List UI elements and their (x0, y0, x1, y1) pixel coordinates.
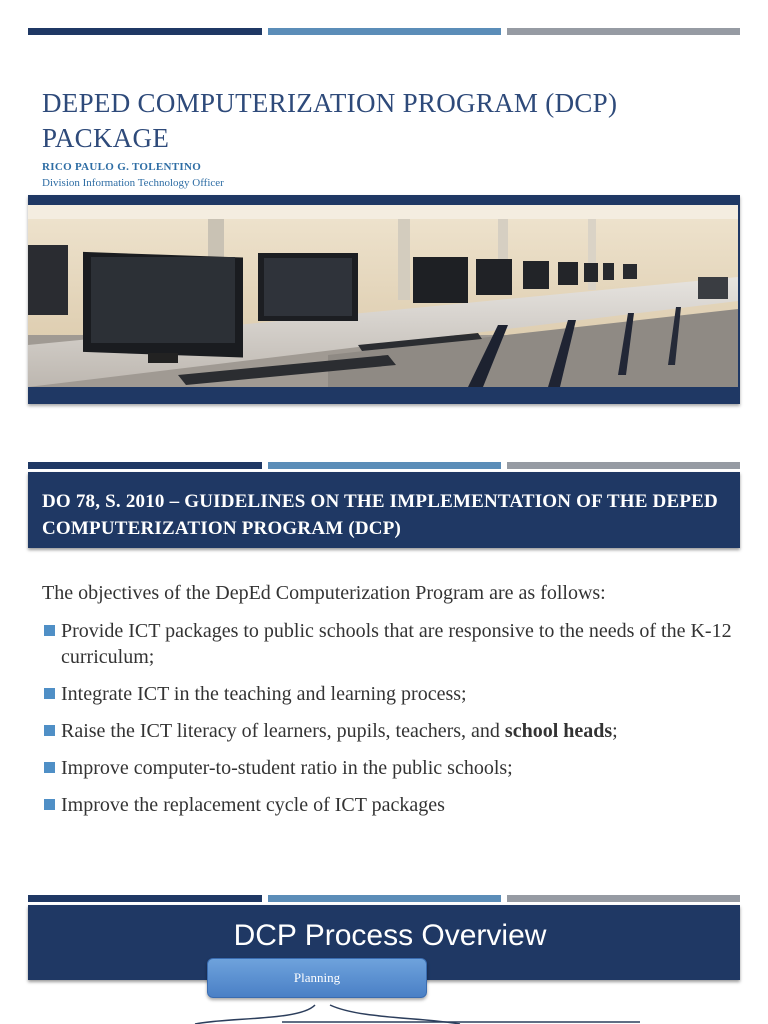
square-bullet-icon (44, 625, 55, 636)
list-item-text: Improve the replacement cycle of ICT packages (61, 794, 445, 816)
accent-stripes (28, 895, 740, 902)
list-item-text: Improve computer-to-student ratio in the public schools; (61, 757, 513, 779)
planning-node (207, 958, 427, 998)
slide-process-overview (0, 893, 768, 1024)
accent-stripe-navy (28, 462, 262, 469)
list-item (42, 718, 732, 744)
list-item-text: Provide ICT packages to public schools that are responsive to the needs of the K-12 curriculum; (61, 620, 732, 668)
accent-stripe-navy (28, 895, 262, 902)
slide-heading: DCP Process Overview (233, 919, 547, 952)
objectives-list (42, 618, 732, 829)
list-item-text-end: ; (612, 720, 618, 742)
list-item (42, 792, 732, 818)
flow-connectors (0, 993, 768, 1024)
square-bullet-icon (44, 725, 55, 736)
accent-stripe-navy (28, 28, 262, 35)
objectives-intro: The objectives of the DepEd Computerization Program are as follows: (42, 582, 606, 604)
author-role: Division Information Technology Officer (42, 177, 224, 189)
author-name: RICO PAULO G. TOLENTINO (42, 161, 202, 173)
list-item-text: Integrate ICT in the teaching and learning process; (61, 683, 467, 705)
accent-stripe-blue (268, 895, 501, 902)
square-bullet-icon (44, 688, 55, 699)
title-band (28, 472, 740, 548)
accent-stripe-blue (268, 28, 501, 35)
list-item (42, 618, 732, 670)
square-bullet-icon (44, 762, 55, 773)
list-item-text: Raise the ICT literacy of learners, pupils, teachers, and (61, 720, 505, 742)
accent-stripe-gray (507, 462, 740, 469)
slide-guidelines (0, 460, 768, 860)
accent-stripe-gray (507, 28, 740, 35)
accent-stripe-blue (268, 462, 501, 469)
computer-lab-illustration (28, 205, 738, 387)
list-item (42, 755, 732, 781)
presentation-title: DEPED COMPUTERIZATION PROGRAM (DCP) PACKAGE (42, 88, 618, 153)
list-item (42, 681, 732, 707)
accent-stripes (28, 462, 740, 469)
photo-frame (28, 195, 740, 404)
slide-heading: DO 78, S. 2010 – GUIDELINES ON THE IMPLEMENTATION OF THE DEPED COMPUTERIZATION PROGRAM (DCP) (42, 491, 718, 539)
slide-title (0, 0, 768, 420)
square-bullet-icon (44, 799, 55, 810)
accent-stripe-gray (507, 895, 740, 902)
planning-label: Planning (293, 970, 341, 985)
list-item-emphasis: school heads (504, 720, 613, 742)
accent-stripes (28, 28, 740, 35)
computer-lab-photo (28, 205, 738, 387)
